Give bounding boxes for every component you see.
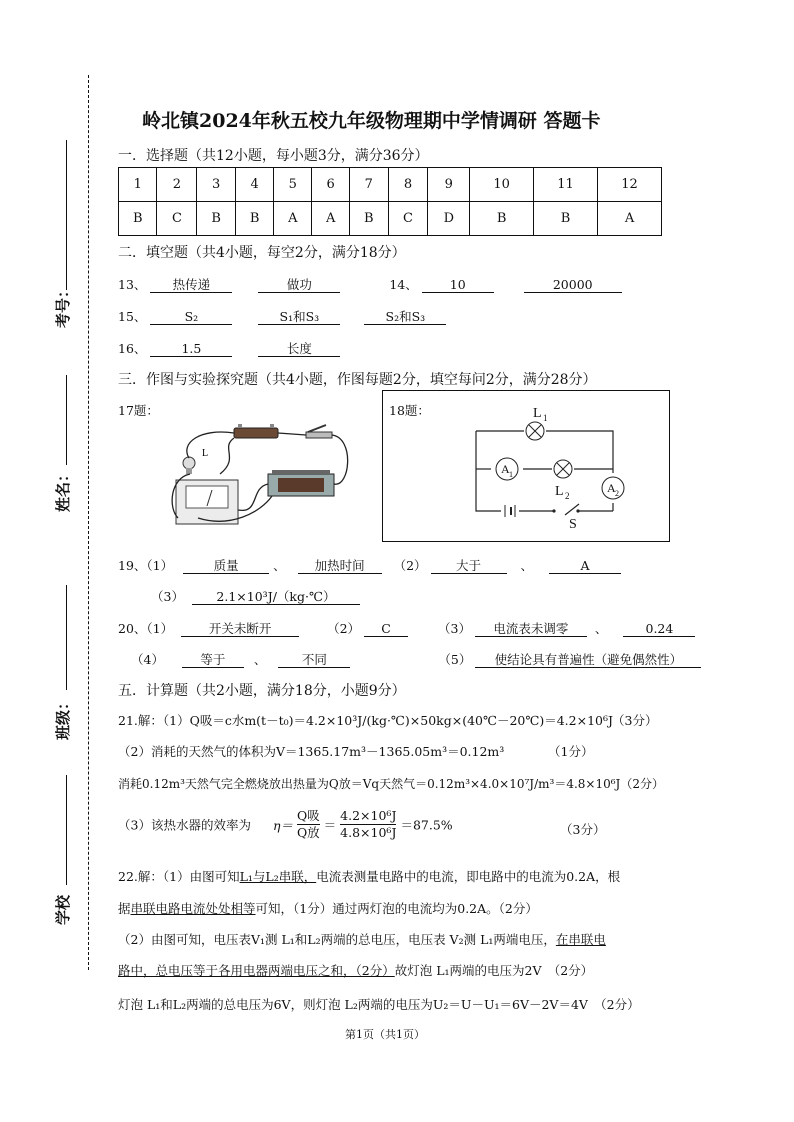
table-cell: 9 [428, 168, 470, 202]
table-cell: 10 [470, 168, 534, 202]
q22-line-1 [118, 867, 620, 885]
q22-line-5: 灯泡 L₁和L₂两端的总电压为6V，则灯泡 L₂两端的电压为U₂＝U－U₁＝6V－2V＝4V （2分） [118, 997, 640, 1012]
q15-label: 15、 [118, 309, 147, 324]
q19-row-2 [151, 587, 360, 605]
table-cell: 7 [350, 168, 388, 202]
q20-part-2: （2） [327, 621, 361, 636]
class-label: 班级： [54, 694, 72, 740]
q22-l4b: 故灯泡 L₁两端的电压为2V （2分） [394, 963, 594, 978]
q19-sep-2: 、 [520, 558, 533, 573]
answer-table-numbers [119, 168, 662, 202]
q21-line-4-score: （3分） [560, 822, 606, 837]
page-footer: 第1页（共1页） [345, 1028, 425, 1041]
answer-table [118, 167, 662, 236]
q20-answer-2: C [364, 621, 408, 637]
q20-answer-5: 等于 [182, 652, 244, 668]
table-cell: 12 [598, 168, 662, 202]
table-cell: 4 [235, 168, 273, 202]
table-cell: B [534, 202, 598, 236]
q22-l1b: 电流表测量电路中的电流，即电路中的电流为0.2A，根 [316, 869, 621, 884]
q21-frac1-num: Q吸 [296, 808, 320, 823]
q18-l1-text: L [533, 406, 542, 421]
q16-answer-1: 1.5 [150, 341, 232, 357]
q22-l1a: 22.解：（1）由图可知 [118, 869, 240, 884]
q19-part-3: （3） [151, 589, 184, 604]
class-line [66, 585, 67, 690]
school-line [66, 775, 67, 885]
name-line [66, 375, 67, 465]
q21-line-4: （3）该热水器的效率为 η＝ $\frac{\text{Q吸}}{\text{Q放}}$ ＝ $\frac{\text{4.2×10⁶J}}{\text{4.8×10⁶J}}$ ＝87.5% [118, 808, 453, 840]
q18-a2-sub: 2 [615, 489, 619, 498]
q19-answer-4: A [549, 558, 621, 574]
q18-l1-sub: 1 [543, 413, 548, 423]
q20-row-2 [131, 650, 701, 668]
q20-answer-7: 使结论具有普遍性（避免偶然性） [475, 652, 701, 668]
q14-label: 14、 [389, 277, 418, 292]
table-cell: B [470, 202, 534, 236]
page-title: 岭北镇2024年秋五校九年级物理期中学情调研 答题卡 [142, 110, 601, 132]
q21-frac2-den: 4.8×10⁶J [340, 825, 397, 840]
table-cell: 2 [157, 168, 197, 202]
q21-line-1: 21.解：（1）Q吸＝c水m(t－t₀)＝4.2×10³J/(kg·℃)×50kg×(40℃－20℃)＝4.2×10⁶J [118, 713, 614, 728]
q15-row [118, 307, 446, 325]
q22-line-2 [118, 899, 538, 917]
q21-result: ＝87.5% [400, 817, 453, 833]
q21-line-2: （2）消耗的天然气的体积为V＝1365.17m³－1365.05m³＝0.12m³ [118, 744, 505, 759]
q20-sep-1: 、 [594, 621, 608, 636]
q19-answer-5: 2.1×10³J/（kg·℃） [192, 589, 360, 605]
q20-part-4: （4） [131, 652, 164, 667]
table-cell: C [157, 202, 197, 236]
q19-answer-1: 质量 [183, 558, 269, 574]
q18-l2-text: L [555, 484, 564, 499]
section3-heading: 三．作图与实验探究题（共4小题，作图每题2分，填空每问2分，满分28分） [118, 372, 597, 388]
q13-row [118, 275, 622, 293]
q21-line-3: 消耗0.12m³天然气完全燃烧放出热量为Q放＝Vq天然气＝0.12m³×4.0×10⁷J/m³＝4.8×10⁶J（2分） [118, 777, 664, 791]
q13-answer-2: 做功 [258, 277, 340, 293]
q16-row [118, 339, 340, 357]
answer-table-answers [119, 202, 662, 236]
table-cell: A [312, 202, 350, 236]
q16-label: 16、 [118, 341, 147, 356]
table-cell: 5 [274, 168, 312, 202]
section1-heading: 一．选择题（共12小题，每小题3分，满分36分） [118, 148, 429, 164]
q18-a2-text: A [607, 481, 616, 495]
table-cell: B [350, 202, 388, 236]
q19-row-1 [118, 556, 621, 574]
q13-answer-1: 热传递 [150, 277, 232, 293]
q19-sep-1: 、 [273, 558, 286, 573]
q22-line-3 [118, 930, 606, 948]
table-cell: 1 [119, 168, 157, 202]
q18-l2-sub: 2 [565, 491, 570, 501]
q18-s-text: S [569, 517, 577, 532]
section5-heading: 五．计算题（共2小题，满分18分，小题9分） [118, 683, 406, 699]
q17-circuit-illustration [160, 418, 360, 530]
q18-circuit-diagram [383, 391, 669, 541]
table-cell: 3 [197, 168, 235, 202]
q18-box [382, 390, 670, 542]
q20-sep-2: 、 [253, 652, 267, 667]
q20-answer-4: 0.24 [623, 621, 695, 637]
table-cell: A [274, 202, 312, 236]
q22-l2u: 串联电路电流处处相等 [130, 901, 256, 916]
q19-answer-3: 大于 [431, 558, 507, 574]
q20-part-3: （3） [438, 621, 471, 636]
q22-l3a: （2）由图可知，电压表V₁测 L₁和L₂两端的总电压，电压表 V₂测 L₁两端电压， [118, 932, 556, 947]
q20-part-5: （5） [438, 652, 472, 667]
q21-line-2-score: （1分） [548, 744, 594, 759]
q22-line-4 [118, 961, 593, 979]
table-cell: 11 [534, 168, 598, 202]
q21-frac1-den: Q放 [296, 825, 320, 840]
q17-lamp-label: L [202, 448, 209, 459]
q20-row-1 [118, 619, 695, 637]
q14-answer-2: 20000 [524, 277, 622, 293]
q21-frac2-num: 4.2×10⁶J [340, 808, 397, 823]
q18-a1-text: A [501, 462, 510, 476]
q22-l2b: 可知，（1分）通过两灯泡的电流均为0.2A。（2分） [255, 901, 538, 916]
section2-heading: 二．填空题（共4小题，每空2分，满分18分） [118, 245, 406, 261]
q14-answer-1: 10 [422, 277, 494, 293]
table-cell: D [428, 202, 470, 236]
q21-fraction-2 [340, 808, 396, 841]
q21-line-4-prefix: （3）该热水器的效率为 [118, 817, 251, 833]
q21-line-1-score: （3分） [612, 713, 658, 728]
q15-answer-3: S₂和S₃ [364, 309, 446, 325]
binding-line [88, 75, 89, 970]
q15-answer-2: S₁和S₃ [258, 309, 340, 325]
q22-l1u: L₁与L₂串联， [239, 869, 317, 884]
table-cell: C [388, 202, 428, 236]
q19-answer-2: 加热时间 [298, 558, 382, 574]
q20-answer-1: 开关未断开 [181, 621, 299, 637]
q16-answer-2: 长度 [258, 341, 340, 357]
q20-answer-3: 电流表未调零 [475, 621, 587, 637]
table-cell: 6 [312, 168, 350, 202]
q20-answer-6: 不同 [278, 652, 350, 668]
q22-l2a: 据 [118, 901, 131, 916]
exam-no-line [66, 140, 67, 290]
q19-part-2: （2） [393, 558, 427, 573]
name-label: 姓名： [54, 466, 72, 512]
school-label: 学校 [54, 894, 72, 925]
q18-a1-sub: 1 [509, 470, 513, 479]
table-cell: B [119, 202, 157, 236]
table-cell: B [235, 202, 273, 236]
q13-label: 13、 [118, 277, 147, 292]
q20-label: 20、（1） [118, 621, 174, 636]
q15-answer-1: S₂ [150, 309, 232, 325]
table-cell: A [598, 202, 662, 236]
q19-label: 19、（1） [118, 558, 174, 573]
exam-no-label: 考号： [54, 282, 72, 328]
table-cell: B [197, 202, 235, 236]
q22-l4u: 路中，总电压等于各用电器两端电压之和，（2分） [118, 963, 395, 978]
q22-l3u: 在串联电 [555, 932, 606, 947]
q21-fraction-1 [297, 808, 320, 841]
q18-label: 18题： [389, 403, 430, 418]
q17-label: 17题： [118, 403, 159, 418]
q21-eta: η＝ [272, 817, 293, 833]
table-cell: 8 [388, 168, 428, 202]
